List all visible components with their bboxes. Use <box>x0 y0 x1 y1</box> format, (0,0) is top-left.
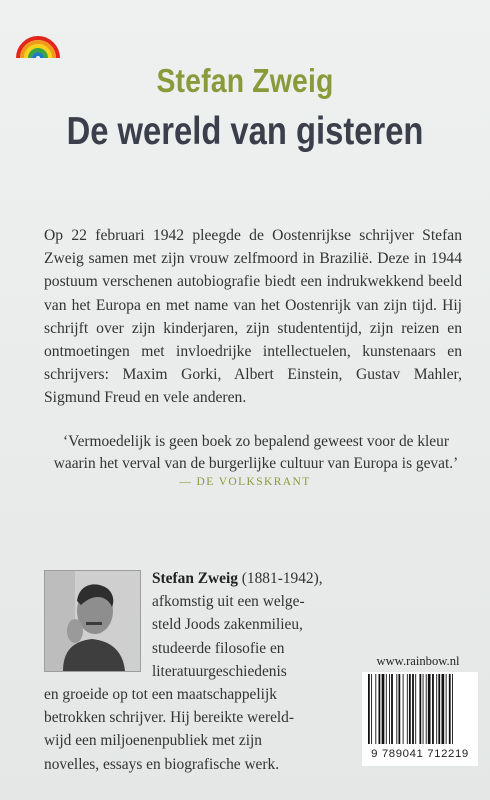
rainbow-logo-icon <box>16 18 60 62</box>
bio-line: (1881-1942), <box>237 570 323 587</box>
bio-line: literatuurgeschiedenis <box>152 662 287 680</box>
author-bio-top <box>152 567 348 683</box>
bio-line: novelles, essays en biografische werk. <box>44 755 280 773</box>
publisher-website: www.rainbow.nl <box>376 654 460 668</box>
book-title: De wereld van gisteren <box>66 110 424 153</box>
bio-line: afkomstig uit een welge- <box>152 593 305 611</box>
author-photo <box>44 570 141 672</box>
bio-line: betrokken schrijver. Hij bereikte wereld- <box>44 709 294 727</box>
bio-author-name: Stefan Zweig <box>152 570 238 587</box>
author-bio-bottom <box>44 683 344 776</box>
isbn-number: 9 789041 712219 <box>371 748 469 760</box>
bio-line: steld Joods zakenmilieu, <box>152 616 303 634</box>
blurb-text: Op 22 februari 1942 pleegde de Oostenrijkse schrijver Stefan Zweig samen met zijn vrouw zelfmoord in Brazilië. Deze in 1944 postuum verschenen autobiografie biedt een indrukwekkend beeld van het Europa en met name van het Oostenrijk van zijn tijd. Hij schrijft over zijn kinderjaren, zijn studententijd, zijn reizen en ontmoetingen met invloedrijke intellectuelen, kunstenaars en schrijvers: Maxim Gorki, Albert Einstein, Gustav Mahler, Sigmund Freud en vele anderen. <box>44 227 462 407</box>
quote-source: — DE VOLKSKRANT <box>179 476 311 488</box>
bio-line: studeerde filosofie en <box>152 639 285 657</box>
author-name: Stefan Zweig <box>156 62 334 99</box>
bio-line: en groeide op tot een maatschappelijk <box>44 686 277 703</box>
bio-line: wijd een miljoenenpubliek met zijn <box>44 732 262 750</box>
barcode-icon <box>366 674 474 744</box>
review-quote: ‘Vermoedelijk is geen boek zo bepalend geweest voor de kleur waarin het verval van de burgerlijke cultuur van Europa is gevat.’ <box>53 433 459 472</box>
